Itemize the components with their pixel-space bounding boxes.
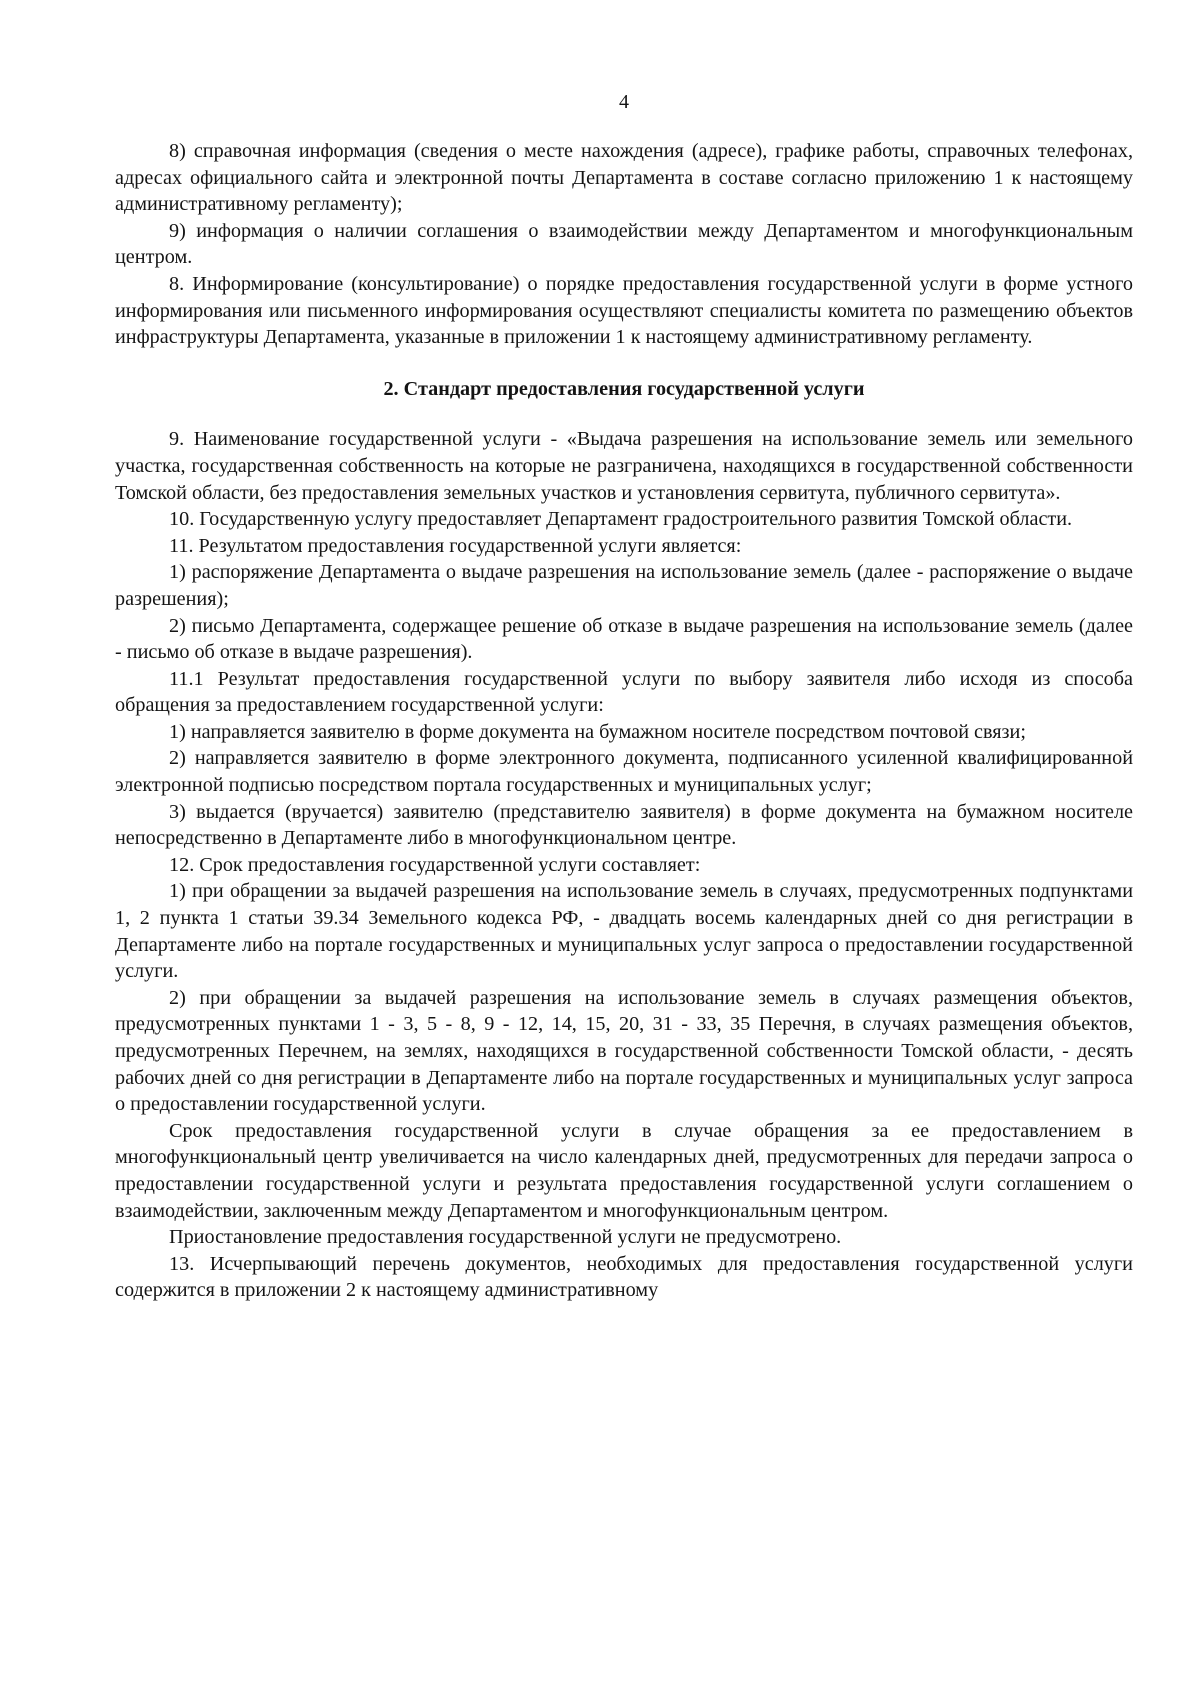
paragraph: 1) распоряжение Департамента о выдаче разрешения на использование земель (далее - распоряжение о выдаче разрешения); — [115, 561, 1133, 610]
paragraph: Приостановление предоставления государственной услуги не предусмотрено. — [169, 1226, 842, 1249]
page-number: 4 — [619, 91, 629, 113]
paragraph: 8. Информирование (консультирование) о порядке предоставления государственной услуги в форме устного информирования или письменного информирования осуществляют специалисты комитета по размещению объектов инфраструктуры Департамента, указанные в приложении 1 к настоящему административному регламенту. — [115, 272, 1133, 349]
paragraph: 9) информация о наличии соглашения о взаимодействии между Департаментом и многофункциональным центром. — [115, 219, 1133, 269]
paragraph: Срок предоставления государственной услуги в случае обращения за ее предоставлением в многофункциональный центр увеличивается на число календарных дней, предусмотренных для передачи запроса о предоставлении государственной услуги и результата предоставления государственной услуги соглашением о взаимодействии, заключенным между Департаментом и многофункциональным центром. — [115, 1119, 1133, 1222]
paragraph: 3) выдается (вручается) заявителю (представителю заявителя) в форме документа на бумажном носителе непосредственно в Департаменте либо в многофункциональном центре. — [115, 800, 1133, 850]
paragraph: 11.1 Результат предоставления государственной услуги по выбору заявителя либо исходя из способа обращения за предоставлением государственной услуги: — [115, 667, 1133, 717]
paragraph: 11. Результатом предоставления государственной услуги является: — [169, 534, 742, 557]
paragraph: 9. Наименование государственной услуги - «Выдача разрешения на использование земель или земельного участка, государственная собственность на которые не разграничена, находящихся в государственной собственности Томской области, без предоставления земельных участков и установления сервитута, публичного сервитута». — [115, 428, 1133, 504]
paragraph: 10. Государственную услугу предоставляет Департамент градостроительного развития Томской области. — [169, 508, 1073, 531]
paragraph: 1) направляется заявителю в форме документа на бумажном носителе посредством почтовой связи; — [169, 720, 1026, 743]
paragraph: 2) при обращении за выдачей разрешения на использование земель в случаях размещения объектов, предусмотренных пунктами 1 - 3, 5 - 8, 9 - 12, 14, 15, 20, 31 - 33, 35 Перечня, в случаях размещения объектов, предусмотренных Перечнем, на землях, находящихся в государственной собственности Томской области, - десять рабочих дней со дня регистрации в Департаменте либо на портале государственных и муниципальных услуг запроса о предоставлении государственной услуги. — [115, 986, 1133, 1116]
paragraph: 2) направляется заявителю в форме электронного документа, подписанного усиленной квалифицированной электронной подписью посредством портала государственных и муниципальных услуг; — [115, 747, 1133, 797]
paragraph: 1) при обращении за выдачей разрешения на использование земель в случаях, предусмотренных подпунктами 1, 2 пункта 1 статьи 39.34 Земельного кодекса РФ, - двадцать восемь календарных дней со дня регистрации в Департаменте либо на портале государственных и муниципальных услуг запроса о предоставлении государственной услуги. — [115, 880, 1133, 983]
paragraph: 8) справочная информация (сведения о месте нахождения (адресе), графике работы, справочных телефонах, адресах официального сайта и электронной почты Департамента в составе согласно приложению 1 к настоящему административному регламенту); — [115, 140, 1133, 216]
paragraph: 12. Срок предоставления государственной услуги составляет: — [169, 853, 701, 876]
paragraph: 13. Исчерпывающий перечень документов, необходимых для предоставления государственной услуги содержится в приложении 2 к настоящему административному — [115, 1252, 1133, 1302]
document-body — [115, 138, 1133, 1304]
paragraph: 2) письмо Департамента, содержащее решение об отказе в выдаче разрешения на использование земель (далее - письмо об отказе в выдаче разрешения). — [115, 614, 1133, 664]
section-heading: 2. Стандарт предоставления государственной услуги — [383, 377, 865, 400]
